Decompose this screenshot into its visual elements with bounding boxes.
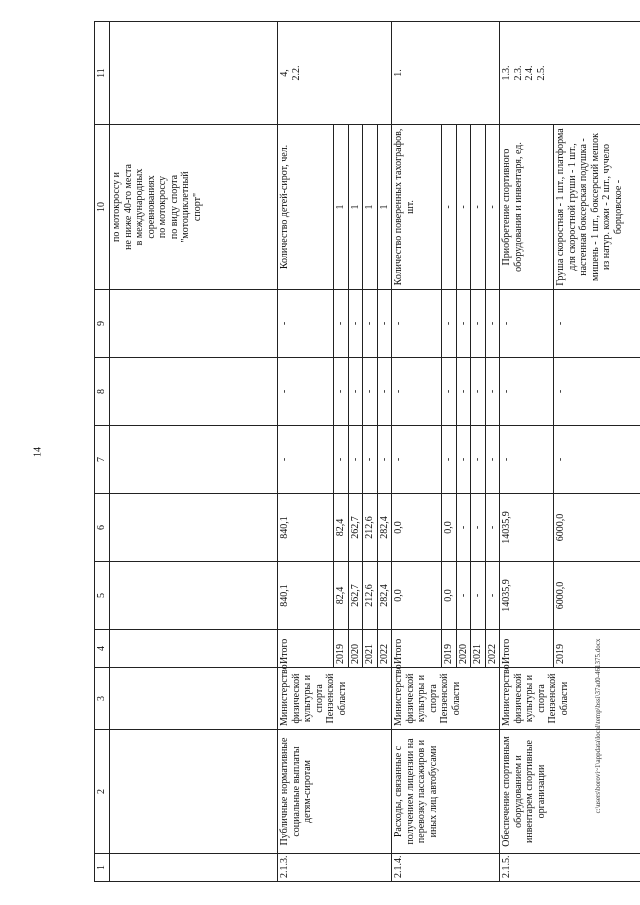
year-cell: 2019: [442, 630, 457, 668]
indicator-cell: Приобретение спортивного оборудования и инвентаря, ед.: [500, 125, 554, 290]
municipal-budget-cell: -: [363, 358, 378, 426]
regional-budget-cell: -: [485, 494, 500, 562]
municipal-budget-cell: -: [377, 358, 392, 426]
year-cell: 2019: [334, 630, 349, 668]
executor-name: Министерство физической культуры и спорта Пензенской области: [278, 668, 392, 730]
federal-budget-cell: -: [456, 426, 471, 494]
header-col-6: 6: [95, 494, 110, 562]
year-cell: 2022: [485, 630, 500, 668]
indicator-cell: -: [442, 125, 457, 290]
year-cell: 2022: [377, 630, 392, 668]
year-cell: 2021: [363, 630, 378, 668]
other-sources-cell: -: [554, 290, 640, 358]
header-col-8: 8: [95, 358, 110, 426]
activity-name: Публичные нормативные социальные выплаты детям-сиротам: [278, 730, 392, 854]
total-sum-cell: 82,4: [334, 562, 349, 630]
total-sum-cell: 6000,0: [554, 562, 640, 630]
activity-name: Обеспечение спортивным оборудованием и инвентарем спортивные организации: [500, 730, 640, 854]
municipal-budget-cell: -: [456, 358, 471, 426]
federal-budget-cell: -: [348, 426, 363, 494]
year-cell: Итого: [500, 630, 554, 668]
other-sources-cell: -: [471, 290, 486, 358]
link-cell: 1.: [392, 22, 500, 125]
indicator-cell: 1: [363, 125, 378, 290]
total-sum-cell: 212,6: [363, 562, 378, 630]
header-col-4: 4: [95, 630, 110, 668]
executor-name: Министерство физической культуры и спорта Пензенской области: [392, 668, 500, 730]
federal-budget-cell: -: [442, 426, 457, 494]
total-sum-cell: 0,0: [442, 562, 457, 630]
regional-budget-cell: 6000,0: [554, 494, 640, 562]
year-cell: Итого: [278, 630, 334, 668]
total-sum-cell: -: [456, 562, 471, 630]
indicator-cell: Груша скоростная - 1 шт., платформа для скоростной груши - 1 шт., настенная боксерская подушка - мишень - 1 шт., боксерский мешок из натур. кожи - 2 шт., чучело борцовское -: [554, 125, 640, 290]
federal-budget-cell: -: [278, 426, 334, 494]
regional-budget-cell: -: [456, 494, 471, 562]
indicator-cell: -: [485, 125, 500, 290]
other-sources-cell: -: [456, 290, 471, 358]
total-sum-cell: 282,4: [377, 562, 392, 630]
year-cell: 2020: [456, 630, 471, 668]
year-cell: 2019: [554, 630, 640, 668]
activity-number: 2.1.3.: [278, 854, 392, 882]
municipal-budget-cell: -: [348, 358, 363, 426]
other-sources-cell: -: [377, 290, 392, 358]
continued-indicator-text: по мотокроссу и не ниже 40-го места в международных соревнованиях по мотокроссу по виду спорта "мотоциклетный спорт": [110, 125, 278, 290]
header-col-11: 11: [95, 22, 110, 125]
federal-budget-cell: -: [471, 426, 486, 494]
header-col-1: 1: [95, 854, 110, 882]
rotated-table-container: [94, 22, 624, 882]
year-cell: Итого: [392, 630, 442, 668]
total-sum-cell: -: [471, 562, 486, 630]
table-row: [392, 22, 442, 882]
link-cell: 1.3. 2.3. 2.4. 2.5.: [500, 22, 640, 125]
page-number: 14: [32, 447, 44, 457]
federal-budget-cell: -: [485, 426, 500, 494]
activity-name: Расходы, связанные с получением лицензии на перевозку пассажиров и иных лиц автобусами: [392, 730, 500, 854]
other-sources-cell: -: [278, 290, 334, 358]
regional-budget-cell: 14035,9: [500, 494, 554, 562]
municipal-budget-cell: -: [485, 358, 500, 426]
regional-budget-cell: 0,0: [392, 494, 442, 562]
federal-budget-cell: -: [334, 426, 349, 494]
municipal-budget-cell: -: [500, 358, 554, 426]
municipal-budget-cell: -: [442, 358, 457, 426]
total-sum-cell: 262,7: [348, 562, 363, 630]
continuation-row: [110, 22, 278, 882]
other-sources-cell: -: [348, 290, 363, 358]
program-activities-table: [94, 21, 640, 882]
indicator-cell: 1: [334, 125, 349, 290]
municipal-budget-cell: -: [278, 358, 334, 426]
activity-number: 2.1.5.: [500, 854, 640, 882]
federal-budget-cell: -: [392, 426, 442, 494]
other-sources-cell: -: [500, 290, 554, 358]
year-cell: 2020: [348, 630, 363, 668]
indicator-cell: -: [471, 125, 486, 290]
municipal-budget-cell: -: [554, 358, 640, 426]
regional-budget-cell: 282,4: [377, 494, 392, 562]
total-sum-cell: 840,1: [278, 562, 334, 630]
table-row: [500, 22, 554, 882]
year-cell: 2021: [471, 630, 486, 668]
municipal-budget-cell: -: [392, 358, 442, 426]
municipal-budget-cell: -: [334, 358, 349, 426]
federal-budget-cell: -: [363, 426, 378, 494]
other-sources-cell: -: [485, 290, 500, 358]
municipal-budget-cell: -: [471, 358, 486, 426]
federal-budget-cell: -: [554, 426, 640, 494]
header-col-3: 3: [95, 668, 110, 730]
header-col-7: 7: [95, 426, 110, 494]
header-row: [95, 22, 110, 882]
total-sum-cell: 14035,9: [500, 562, 554, 630]
other-sources-cell: -: [392, 290, 442, 358]
activity-number: 2.1.4.: [392, 854, 500, 882]
indicator-cell: Количество детей-сирот, чел.: [278, 125, 334, 290]
footer-file-path: c:\users\borovi~1\appdata\local\temp\bssi\37ad0-461375.docx: [594, 638, 602, 814]
indicator-cell: 1: [348, 125, 363, 290]
other-sources-cell: -: [334, 290, 349, 358]
header-col-2: 2: [95, 730, 110, 854]
regional-budget-cell: -: [471, 494, 486, 562]
regional-budget-cell: 262,7: [348, 494, 363, 562]
indicator-cell: 1: [377, 125, 392, 290]
table-row: [278, 22, 334, 882]
regional-budget-cell: 0,0: [442, 494, 457, 562]
other-sources-cell: -: [363, 290, 378, 358]
header-col-9: 9: [95, 290, 110, 358]
federal-budget-cell: -: [500, 426, 554, 494]
executor-name: Министерство физической культуры и спорта Пензенской области: [500, 668, 640, 730]
other-sources-cell: -: [442, 290, 457, 358]
indicator-cell: Количество поверенных тахографов, шт.: [392, 125, 442, 290]
federal-budget-cell: -: [377, 426, 392, 494]
link-cell: 4, 2.2.: [278, 22, 392, 125]
header-col-10: 10: [95, 125, 110, 290]
indicator-cell: -: [456, 125, 471, 290]
header-col-5: 5: [95, 562, 110, 630]
total-sum-cell: 0,0: [392, 562, 442, 630]
regional-budget-cell: 212,6: [363, 494, 378, 562]
total-sum-cell: -: [485, 562, 500, 630]
regional-budget-cell: 840,1: [278, 494, 334, 562]
regional-budget-cell: 82,4: [334, 494, 349, 562]
